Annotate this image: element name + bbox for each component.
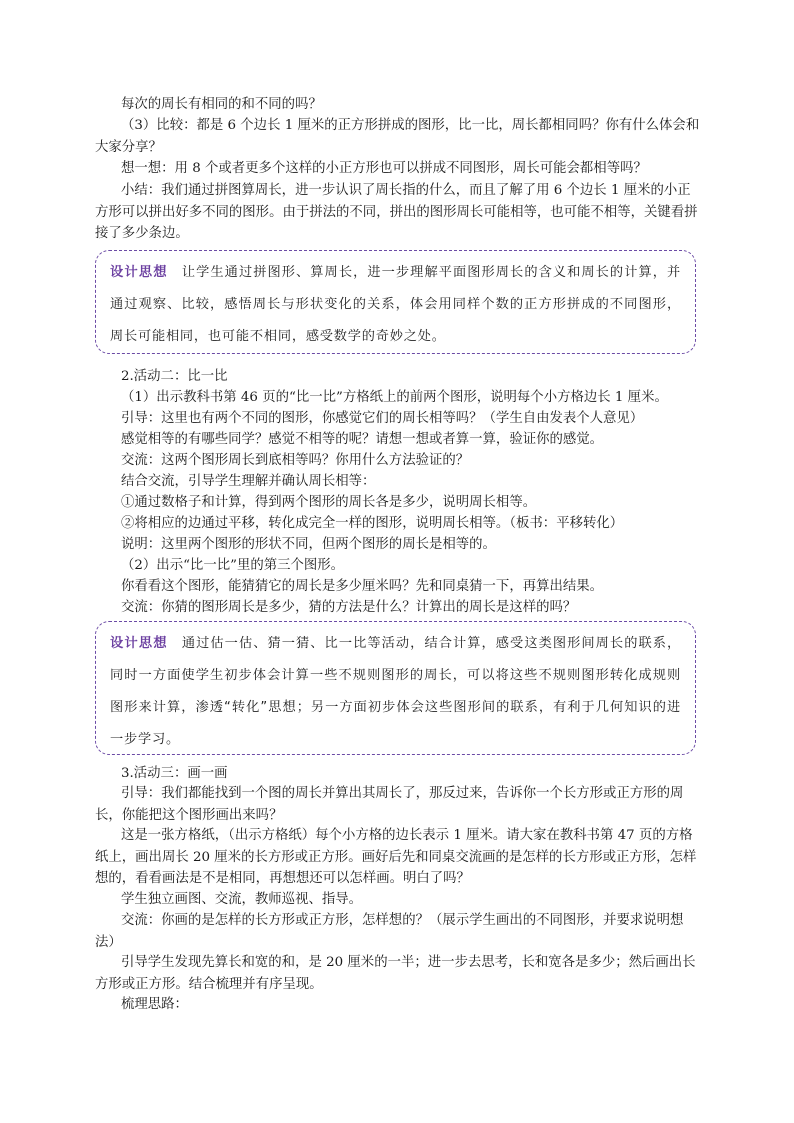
design-idea-text <box>110 257 681 353</box>
section-heading: 2.活动二：比一比 <box>121 369 228 384</box>
paragraph: 想一想：用 8 个或者更多个这样的小正方形也可以拼成不同图形，周长可能会都相等吗？ <box>121 161 647 176</box>
paragraph: 交流：你画的是怎样的长方形或正方形，怎样想的？（展示学生画出的不同图形，并要求说明想法） <box>95 913 684 950</box>
paragraph: （2）出示“比一比”里的第三个图形。 <box>121 558 345 573</box>
design-idea-box <box>95 250 696 354</box>
paragraph: 学生独立画图、交流，教师巡视、指导。 <box>121 892 363 907</box>
list-item: ②将相应的边通过平移，转化成完全一样的图形，说明周长相等。（板书：平移转化） <box>121 516 624 531</box>
paragraph: 这是一张方格纸，（出示方格纸）每个小方格的边长表示 1 厘米。请大家在教科书第 47 页的方格纸上，画出周长 20 厘米的长方形或正方形。画好后先和同桌交流画的是怎样的长方形或正方形，怎样想的，看看画法是不是相同，再想想还可以怎样画。明白了吗？ <box>95 828 697 886</box>
paragraph: 交流：你猜的图形周长是多少，猜的方法是什么？计算出的周长是这样的吗？ <box>121 600 577 615</box>
paragraph: 梳理思路： <box>121 997 188 1012</box>
paragraph: 小结：我们通过拼图算周长，进一步认识了周长指的什么，而且了解了用 6 个边长 1 厘米的小正方形可以拼出好多不同的图形。由于拼法的不同，拼出的图形周长可能相等，也可能不相等，关键看拼接了多少条边。 <box>95 183 698 241</box>
list-item: ①通过数格子和计算，得到两个图形的周长各是多少，说明周长相等。 <box>121 495 537 510</box>
paragraph: 引导：我们都能找到一个图的周长并算出其周长了，那反过来，告诉你一个长方形或正方形的周长，你能把这个图形画出来吗？ <box>95 786 684 823</box>
design-idea-body: 让学生通过拼图形、算周长，进一步理解平面图形周长的含义和周长的计算，并通过观察、比较，感悟周长与形状变化的关系，体会用同样个数的正方形拼成的不同图形，周长可能相同，也可能不相同，感受数学的奇妙之处。 <box>110 265 681 344</box>
paragraph: 你看看这个图形，能猜猜它的周长是多少厘米吗？先和同桌猜一下，再算出结果。 <box>121 579 604 594</box>
paragraph: 说明：这里两个图形的形状不同，但两个图形的周长是相等的。 <box>121 537 496 552</box>
paragraph: 引导：这里也有两个不同的图形，你感觉它们的周长相等吗？（学生自由发表个人意见） <box>121 411 644 426</box>
design-idea-label: 设计思想 <box>110 265 168 280</box>
design-idea-body: 通过估一估、猜一猜、比一比等活动，结合计算，感受这类图形间周长的联系，同时一方面使学生初步体会计算一些不规则图形的周长，可以将这些不规则图形转化成规则图形来计算，渗透“转化”思想；另一方面初步体会这些图形间的联系，有利于几何知识的进一步学习。 <box>110 636 681 747</box>
paragraph: 交流：这两个图形周长到底相等吗？你用什么方法验证的？ <box>121 453 470 468</box>
paragraph: 结合交流，引导学生理解并确认周长相等： <box>121 474 376 489</box>
paragraph: （1）出示教科书第 46 页的“比一比”方格纸上的前两个图形，说明每个小方格边长 1 厘米。 <box>121 390 668 405</box>
section-heading: 3.活动三：画一画 <box>121 766 228 781</box>
paragraph: （3）比较：都是 6 个边长 1 厘米的正方形拼成的图形，比一比，周长都相同吗？你有什么体会和大家分享？ <box>95 118 700 155</box>
paragraph: 每次的周长有相同的和不同的吗？ <box>121 97 322 112</box>
paragraph: 感觉相等的有哪些同学？感觉不相等的呢？请想一想或者算一算，验证你的感觉。 <box>121 432 604 447</box>
design-idea-text <box>110 628 681 756</box>
paragraph: 引导学生发现先算长和宽的和，是 20 厘米的一半；进一步去思考，长和宽各是多少；然后画出长方形或正方形。结合梳理并有序呈现。 <box>95 955 696 992</box>
design-idea-label: 设计思想 <box>110 636 168 651</box>
design-idea-box <box>95 621 696 755</box>
